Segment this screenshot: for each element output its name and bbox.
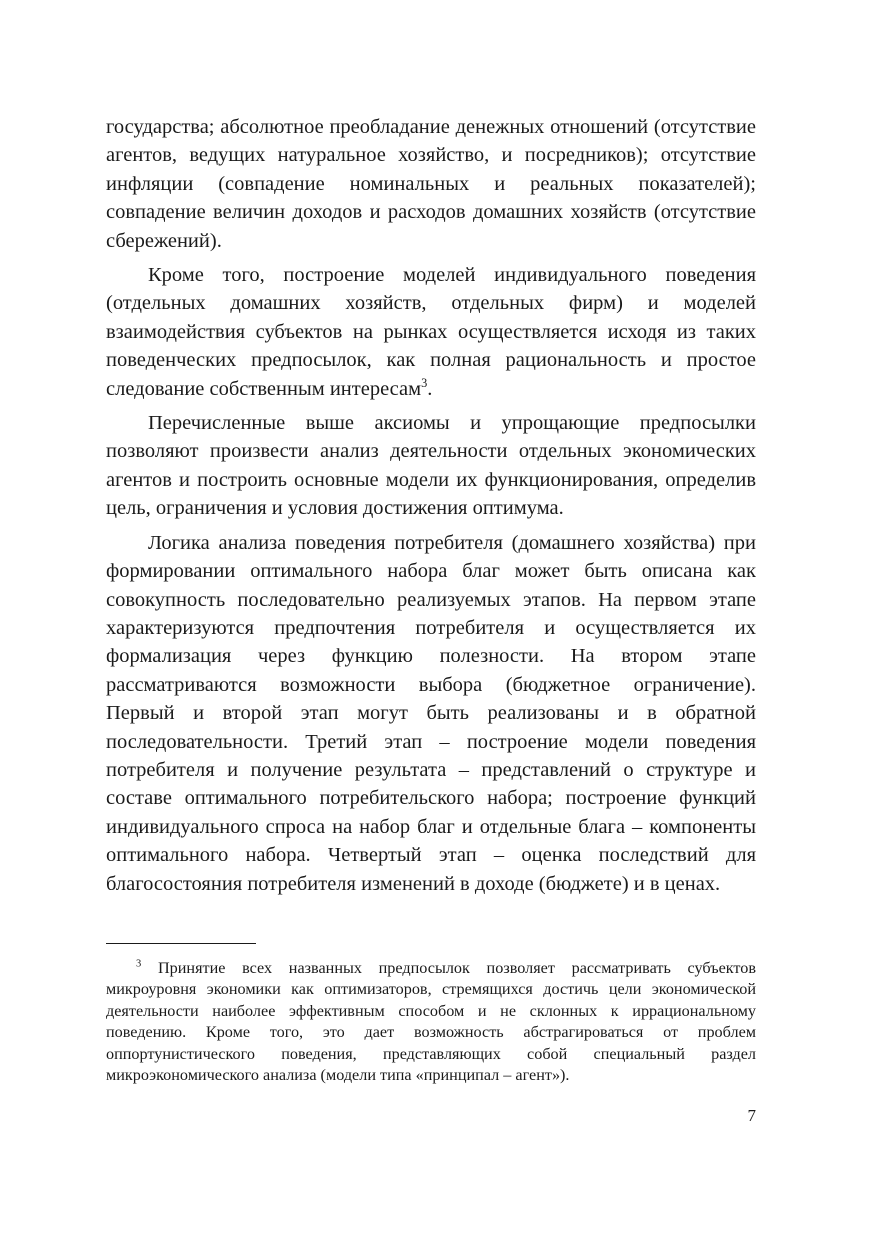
paragraph-1: государства; абсолютное преобладание денежных отношений (отсутствие агентов, ведущих натуральное хозяйство, и посредников); отсутствие инфляции (совпадение номинальных и реальных показателей); совпадение величин доходов и расходов домашних хозяйств (отсутствие сбережений).: [106, 116, 756, 252]
main-text: [106, 113, 756, 904]
page-number: 7: [747, 1106, 756, 1125]
footnote-reference: 3: [421, 375, 428, 390]
footnote-separator: [106, 943, 256, 944]
footnote-text: Принятие всех названных предпосылок позволяет рассматривать субъектов микроуровня экономики как оптимизаторов, стремящихся достичь цели экономической деятельности наиболее эффективным способом и не склонных к иррациональному поведению. Кроме того, это дает возможность абстрагироваться от проблем оппортунистического поведения, представляющих собой специальный раздел микроэкономического анализа (модели типа «принципал – агент»).: [106, 959, 756, 1085]
footnote-number: 3: [136, 958, 142, 970]
paragraph-2: [106, 261, 756, 403]
paragraph-4: Логика анализа поведения потребителя (домашнего хозяйства) при формировании оптимального набора благ может быть описана как совокупность последовательно реализуемых этапов. На первом этапе характеризуются предпочтения потребителя и осуществляется их формализация через функцию полезности. На втором этапе рассматриваются возможности выбора (бюджетное ограничение). Первый и второй этап могут быть реализованы и в обратной последовательности. Третий этап – построение модели поведения потребителя и получение результата – представлений о структуре и составе оптимального потребительского набора; построение функций индивидуального спроса на набор благ и отдельные блага – компоненты оптимального набора. Четвертый этап – оценка последствий для благосостояния потребителя изменений в доходе (бюджете) и в ценах.: [106, 531, 756, 895]
paragraph-2-tail: .: [427, 377, 433, 400]
paragraph-2-text: Кроме того, построение моделей индивидуального поведения (отдельных домашних хозяйств, отдельных фирм) и моделей взаимодействия субъектов на рынках осуществляется исходя из таких поведенческих предпосылок, как полная рациональность и простое следование собственным интересам: [106, 264, 756, 400]
footnote: [106, 958, 756, 1086]
paragraph-3: Перечисленные выше аксиомы и упрощающие предпосылки позволяют произвести анализ деятельности отдельных экономических агентов и построить основные модели их функционирования, определив цель, ограничения и условия достижения оптимума.: [106, 412, 756, 520]
